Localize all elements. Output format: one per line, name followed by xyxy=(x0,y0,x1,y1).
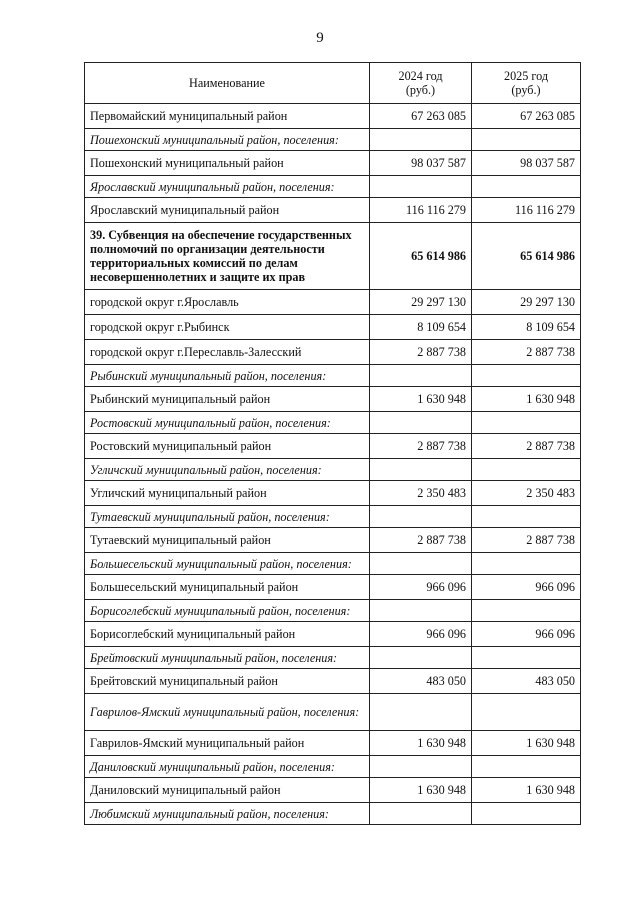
header-2025-year: 2025 год xyxy=(503,69,549,83)
cell-2025 xyxy=(472,412,581,434)
cell-2025 xyxy=(472,506,581,528)
subheading-row xyxy=(85,756,581,778)
cell-2024: 1 630 948 xyxy=(370,387,472,412)
cell-2025 xyxy=(472,803,581,825)
cell-2024: 1 630 948 xyxy=(370,778,472,803)
cell-name: Тутаевский муниципальный район xyxy=(85,528,370,553)
cell-2025: 2 887 738 xyxy=(472,528,581,553)
cell-2025 xyxy=(472,553,581,575)
cell-2024: 2 887 738 xyxy=(370,434,472,459)
header-2025 xyxy=(472,63,581,104)
subheading-row xyxy=(85,694,581,731)
cell-name: Первомайский муниципальный район xyxy=(85,104,370,129)
cell-2025 xyxy=(472,459,581,481)
header-2024-unit: (руб.) xyxy=(405,83,436,97)
cell-2025: 8 109 654 xyxy=(472,315,581,340)
section-row xyxy=(85,223,581,290)
cell-2025 xyxy=(472,647,581,669)
cell-2025: 65 614 986 xyxy=(472,223,581,290)
cell-name: Брейтовский муниципальный район, поселения: xyxy=(85,647,370,669)
table-row xyxy=(85,778,581,803)
subheading-row xyxy=(85,553,581,575)
table-body xyxy=(85,104,581,825)
cell-name: городской округ г.Рыбинск xyxy=(85,315,370,340)
cell-name: городской округ г.Переславль-Залесский xyxy=(85,340,370,365)
cell-2024: 2 887 738 xyxy=(370,528,472,553)
cell-2025: 116 116 279 xyxy=(472,198,581,223)
cell-name: Рыбинский муниципальный район xyxy=(85,387,370,412)
cell-name: Ярославский муниципальный район xyxy=(85,198,370,223)
cell-2025: 29 297 130 xyxy=(472,290,581,315)
cell-2024 xyxy=(370,506,472,528)
cell-2024 xyxy=(370,553,472,575)
cell-name: Борисоглебский муниципальный район, поселения: xyxy=(85,600,370,622)
cell-2024 xyxy=(370,412,472,434)
subheading-row xyxy=(85,506,581,528)
cell-name: Тутаевский муниципальный район, поселения: xyxy=(85,506,370,528)
cell-2024 xyxy=(370,647,472,669)
header-name: Наименование xyxy=(85,63,370,104)
cell-name: Гаврилов-Ямский муниципальный район, поселения: xyxy=(85,694,370,731)
cell-2025: 966 096 xyxy=(472,575,581,600)
cell-name: Пошехонский муниципальный район, поселения: xyxy=(85,129,370,151)
cell-2024: 966 096 xyxy=(370,575,472,600)
cell-2025: 2 887 738 xyxy=(472,434,581,459)
cell-name: Большесельский муниципальный район, поселения: xyxy=(85,553,370,575)
table-row xyxy=(85,669,581,694)
cell-2024 xyxy=(370,459,472,481)
cell-2024: 483 050 xyxy=(370,669,472,694)
header-2024-year: 2024 год xyxy=(398,69,443,83)
cell-name: Гаврилов-Ямский муниципальный район xyxy=(85,731,370,756)
subheading-row xyxy=(85,129,581,151)
cell-2024: 1 630 948 xyxy=(370,731,472,756)
cell-name: Борисоглебский муниципальный район xyxy=(85,622,370,647)
cell-2024 xyxy=(370,694,472,731)
cell-2024: 116 116 279 xyxy=(370,198,472,223)
cell-2025: 966 096 xyxy=(472,622,581,647)
table-row xyxy=(85,151,581,176)
cell-2025: 1 630 948 xyxy=(472,731,581,756)
table-row xyxy=(85,481,581,506)
cell-2025 xyxy=(472,176,581,198)
cell-name: Ростовский муниципальный район, поселения: xyxy=(85,412,370,434)
cell-name: Ростовский муниципальный район xyxy=(85,434,370,459)
cell-2024: 2 887 738 xyxy=(370,340,472,365)
table-row xyxy=(85,575,581,600)
header-2025-unit: (руб.) xyxy=(511,83,541,97)
table-header-row xyxy=(85,63,581,104)
subheading-row xyxy=(85,600,581,622)
cell-2024: 2 350 483 xyxy=(370,481,472,506)
cell-2025: 1 630 948 xyxy=(472,387,581,412)
cell-name: 39. Субвенция на обеспечение государственных полномочий по организации деятельности территориальных комиссий по делам несовершеннолетних и защите их прав xyxy=(85,223,370,290)
budget-table xyxy=(84,62,581,825)
cell-2024 xyxy=(370,600,472,622)
cell-2025: 1 630 948 xyxy=(472,778,581,803)
cell-2024 xyxy=(370,365,472,387)
cell-2024 xyxy=(370,129,472,151)
cell-2024 xyxy=(370,756,472,778)
table-row xyxy=(85,528,581,553)
cell-2025 xyxy=(472,365,581,387)
cell-name: Брейтовский муниципальный район xyxy=(85,669,370,694)
cell-2025 xyxy=(472,694,581,731)
page-number: 9 xyxy=(316,30,324,46)
cell-name: Угличский муниципальный район, поселения: xyxy=(85,459,370,481)
cell-2024: 65 614 986 xyxy=(370,223,472,290)
table-row xyxy=(85,340,581,365)
cell-name: Пошехонский муниципальный район xyxy=(85,151,370,176)
table-row xyxy=(85,198,581,223)
table-row xyxy=(85,387,581,412)
subheading-row xyxy=(85,412,581,434)
subheading-row xyxy=(85,176,581,198)
cell-2024: 67 263 085 xyxy=(370,104,472,129)
cell-name: Большесельский муниципальный район xyxy=(85,575,370,600)
cell-2025: 483 050 xyxy=(472,669,581,694)
cell-name: Даниловский муниципальный район, поселения: xyxy=(85,756,370,778)
cell-name: Ярославский муниципальный район, поселения: xyxy=(85,176,370,198)
cell-2025 xyxy=(472,756,581,778)
table-row xyxy=(85,622,581,647)
cell-2025 xyxy=(472,600,581,622)
table-row xyxy=(85,315,581,340)
cell-2025: 98 037 587 xyxy=(472,151,581,176)
subheading-row xyxy=(85,803,581,825)
subheading-row xyxy=(85,647,581,669)
cell-name: Даниловский муниципальный район xyxy=(85,778,370,803)
table-row xyxy=(85,290,581,315)
cell-2025: 67 263 085 xyxy=(472,104,581,129)
cell-name: Рыбинский муниципальный район, поселения: xyxy=(85,365,370,387)
table-row xyxy=(85,731,581,756)
table-row xyxy=(85,104,581,129)
cell-2025: 2 350 483 xyxy=(472,481,581,506)
cell-2025 xyxy=(472,129,581,151)
cell-2024: 966 096 xyxy=(370,622,472,647)
cell-2024: 8 109 654 xyxy=(370,315,472,340)
subheading-row xyxy=(85,459,581,481)
cell-name: городской округ г.Ярославль xyxy=(85,290,370,315)
header-2024 xyxy=(370,63,472,104)
cell-2024: 29 297 130 xyxy=(370,290,472,315)
cell-2024: 98 037 587 xyxy=(370,151,472,176)
cell-2025: 2 887 738 xyxy=(472,340,581,365)
cell-name: Любимский муниципальный район, поселения: xyxy=(85,803,370,825)
cell-name: Угличский муниципальный район xyxy=(85,481,370,506)
cell-2024 xyxy=(370,803,472,825)
table-row xyxy=(85,434,581,459)
subheading-row xyxy=(85,365,581,387)
cell-2024 xyxy=(370,176,472,198)
